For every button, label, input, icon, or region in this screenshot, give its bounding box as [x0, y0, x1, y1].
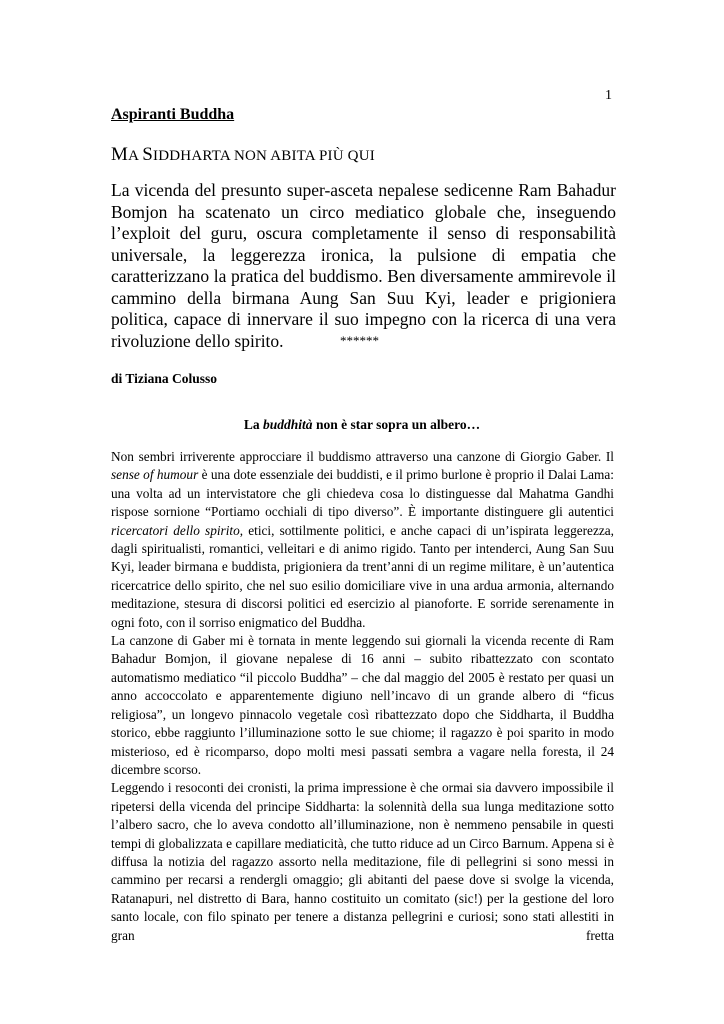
- subhead-before: La: [243, 417, 264, 432]
- subhead-italic: buddhità: [263, 417, 313, 432]
- p1-italic-sense-of-humour: sense of humour: [111, 467, 199, 483]
- article-body: [111, 448, 614, 945]
- headline-part-1: A: [128, 148, 143, 164]
- headline-initial-1: M: [111, 144, 129, 165]
- p1-part-c: è una dote essenziale dei buddisti, e il primo burlone è proprio il Dalai Lama: una volta ad un intervistatore che gli chiedeva cosa lo distinguesse dal Mahatma Gandhi rispose sornione “Portiamo occhiali di tipo diverso”. È importante distinguere gli autentici: [111, 467, 614, 520]
- headline-part-2: IDDHARTA NON ABITA PIÙ QUI: [153, 148, 375, 164]
- headline-initial-2: S: [142, 144, 154, 165]
- body-paragraph-2: La canzone di Gaber mi è tornata in mente leggendo sui giornali la vicenda recente di Ram Bahadur Bomjon, il giovane nepalese di 16 anni – subito ribattezzato con scontato automatismo mediatico “il piccolo Buddha” – che dal maggio del 2005 è restato per quasi un anno accoccolato e apparentemente digiuno nell’incavo di un grande albero di “ficus religiosa”, un longevo pinnacolo vegetale così ribattezzato dopo che Siddharta, il Buddha storico, ebbe raggiunto l’illuminazione sotto le sue chiome; il ragazzo è poi sparito in modo misterioso, ed è ricomparso, dopo molti mesi passati sembra a vagare nella foresta, il 24 dicembre scorso.: [111, 633, 614, 777]
- p1-italic-ricercatori: ricercatori dello spirito: [111, 522, 240, 538]
- section-separator: ******: [340, 333, 379, 348]
- body-paragraph-3: Leggendo i resoconti dei cronisti, la prima impressione è che ormai sia davvero impossibile il ripetersi della vicenda del principe Siddharta: la solennità della sua lunga meditazione sotto l’albero sacro, che lo aveva condotto all’illuminazione, non è nemmeno pensabile in questi tempi di globalizzata e capillare mediaticità, che tutto riduce ad un Circo Barnum. Appena si è diffusa la notizia del ragazzo assorto nella meditazione, file di pellegrini si sono messi in cammino per recarsi a rendergli omaggio; gli abitanti del paese dove si svolge la vicenda, Ratanapuri, nel distretto di Bara, hanno costituito un comitato (sic!) per la gestione del loro santo locale, con filo spinato per tenere a distanza pellegrini e curiosi; sono stati allestiti in gran fretta: [111, 780, 614, 943]
- author-byline: di Tiziana Colusso: [111, 371, 218, 386]
- body-paragraph-1: [111, 448, 614, 632]
- article-headline: [111, 145, 375, 166]
- subhead-after: non è star sopra un albero…: [312, 417, 481, 432]
- article-subheading: [0, 416, 724, 433]
- section-title: Aspiranti Buddha: [111, 106, 235, 123]
- p1-part-e: , etici, sottilmente politici, e anche capaci di un’ispirata leggerezza, dagli spiritualisti, romantici, velleitari e di animo rigido. Tanto per intenderci, Aung San Suu Kyi, leader birmana e buddista, prigioniera da trent’anni di un regime militare, è un’autentica ricercatrice dello spirito, che nel suo esilio domiciliare vive in una ardua armonia, alternando meditazione, stesura di discorsi politici ed esercizio al pianoforte. E sorride serenamente in ogni foto, con il sorriso enigmatico del Buddha.: [111, 522, 614, 630]
- article-lede: La vicenda del presunto super-asceta nepalese sedicenne Ram Bahadur Bomjon ha scatenato un circo mediatico globale che, inseguendo l’exploit del guru, oscura completamente il senso di responsabilità universale, la leggerezza ironica, la pulsione di empatia che caratterizzano la pratica del buddismo. Ben diversamente ammirevole il cammino della birmana Aung San Suu Kyi, leader e prigioniera politica, capace di innervare il suo impegno con la ricerca di una vera rivoluzione dello spirito.: [111, 180, 616, 351]
- p1-part-a: Non sembri irriverente approcciare il buddismo attraverso una canzone di Giorgio Gaber. Il: [111, 449, 614, 464]
- page-number: 1: [605, 88, 612, 103]
